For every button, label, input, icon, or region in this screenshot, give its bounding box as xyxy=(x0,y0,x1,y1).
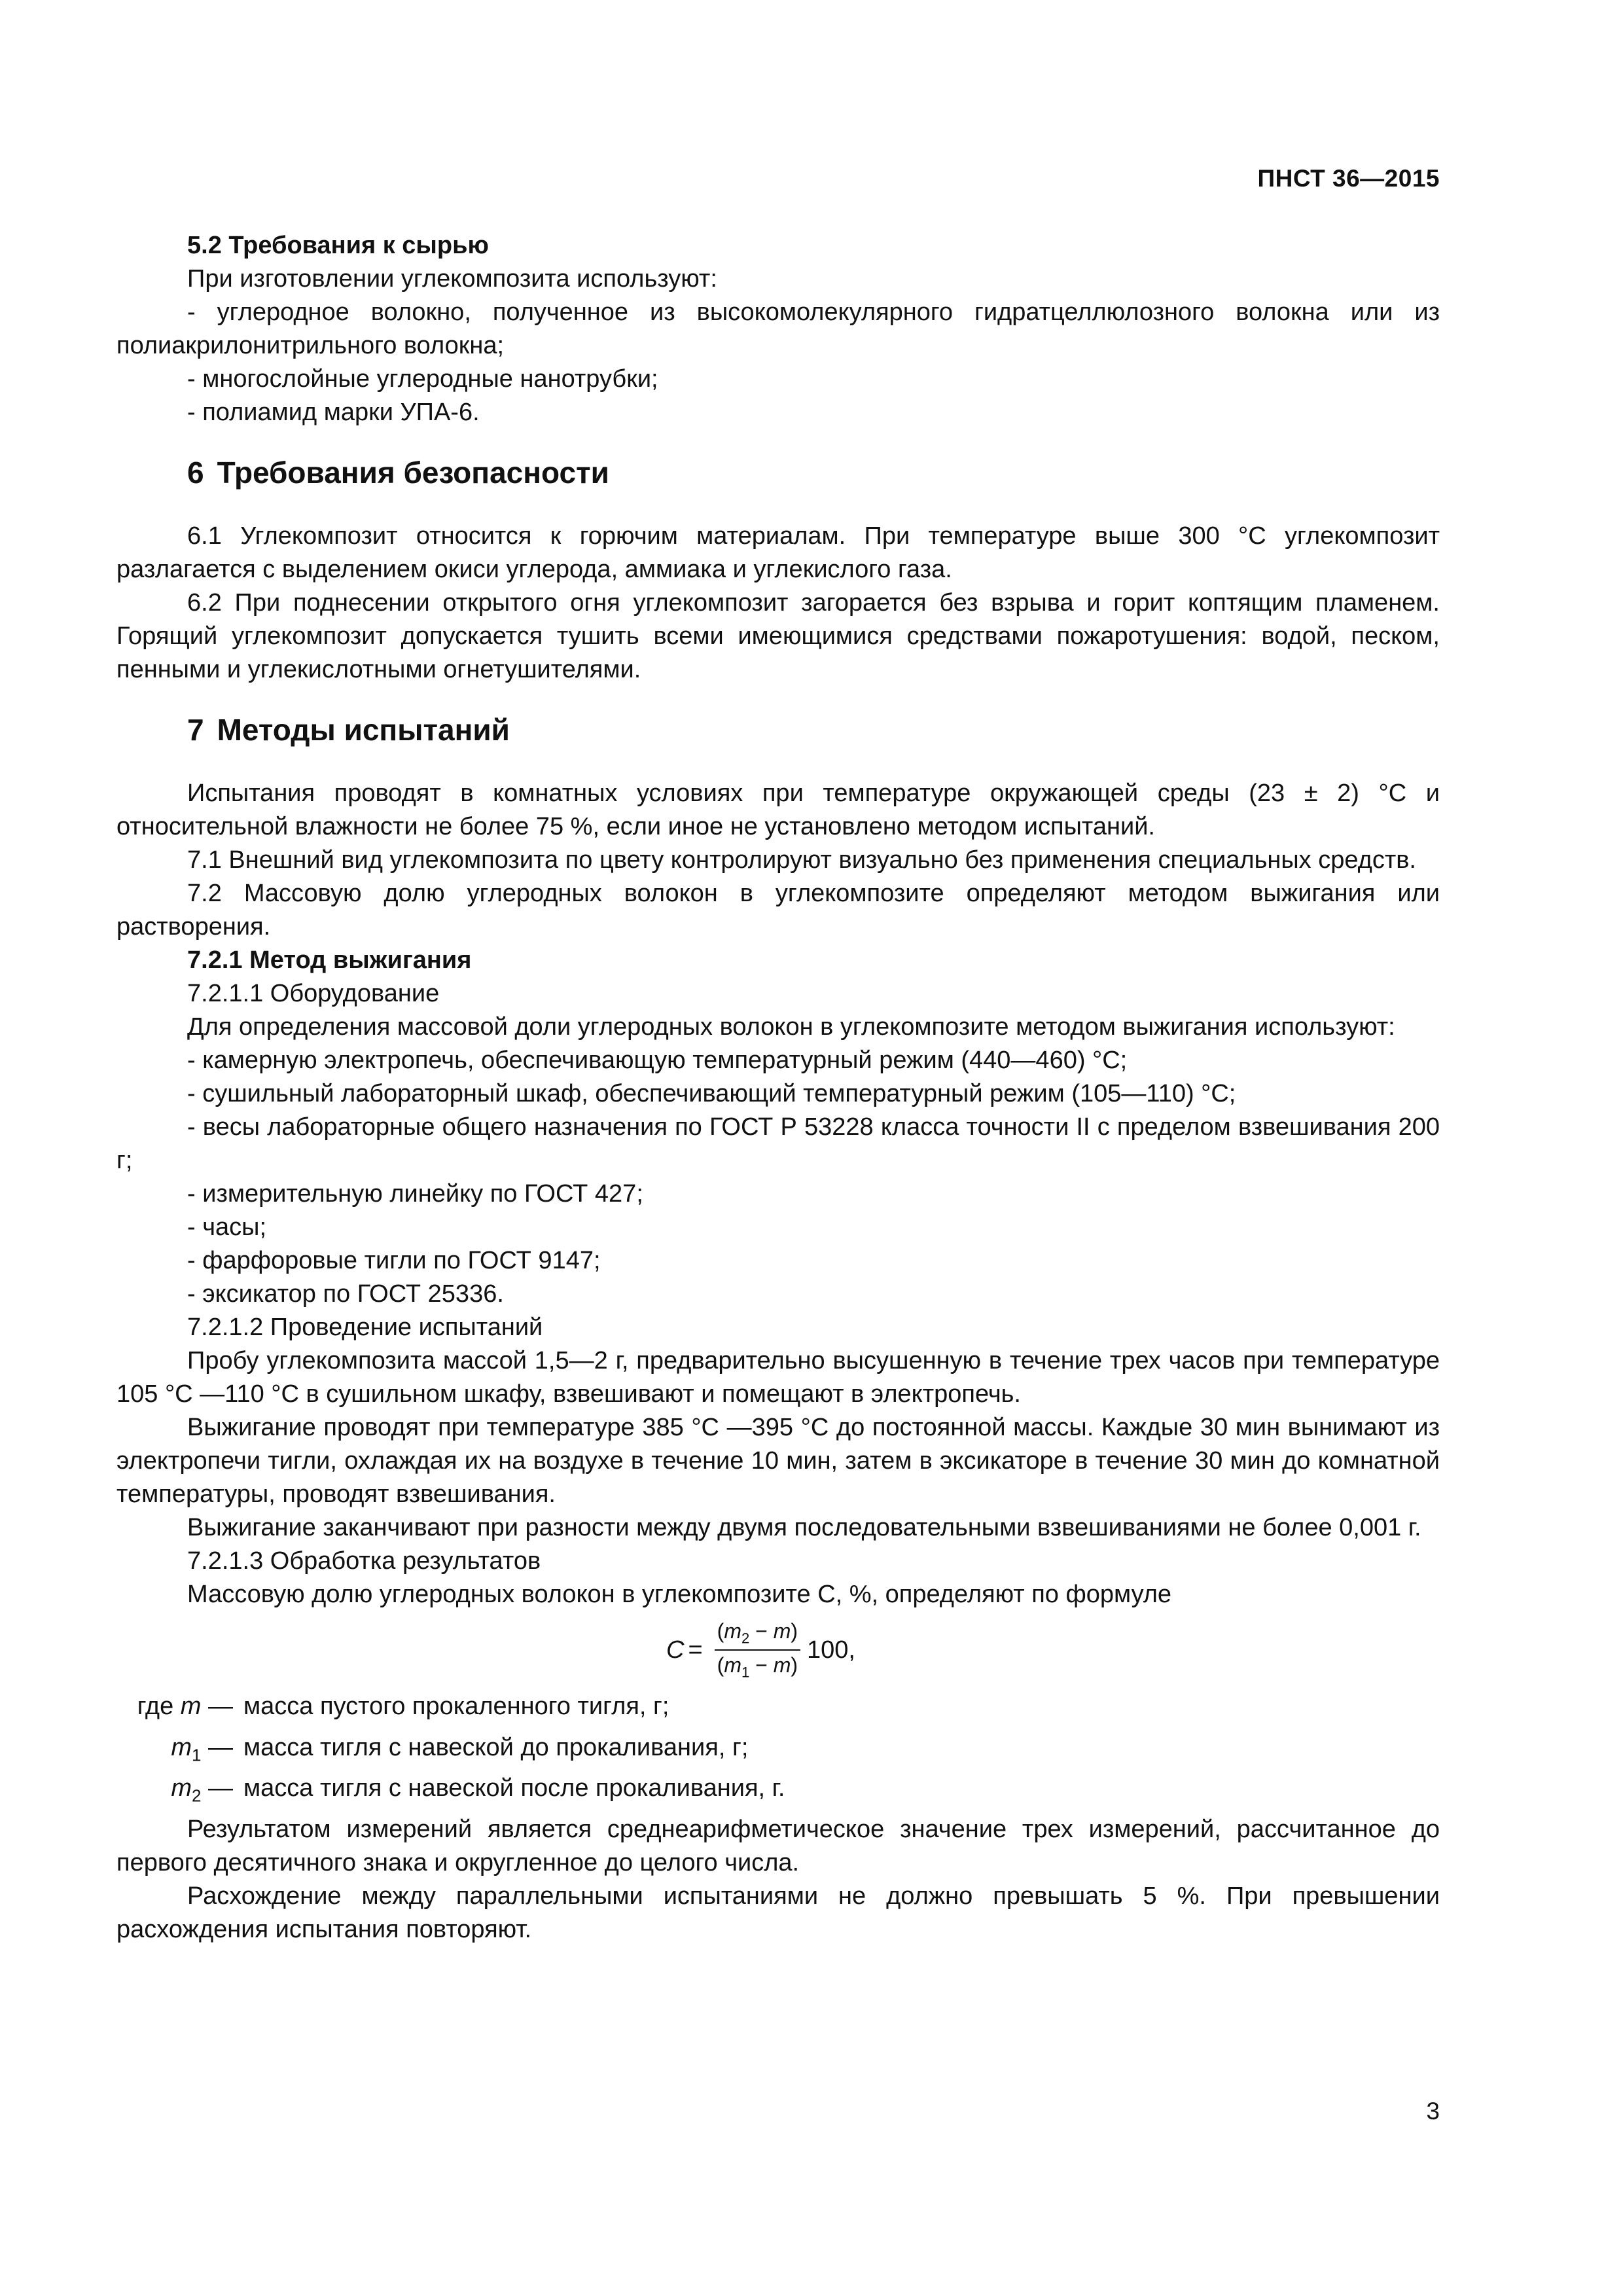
formula-legend-row xyxy=(116,1731,1440,1772)
paragraph: Выжигание заканчивают при разности между двумя последовательными взвешиваниями не более 0,001 г. xyxy=(187,1514,1421,1541)
list-item: - полиамид марки УПА-6. xyxy=(187,399,480,426)
section-title-text: Методы испытаний xyxy=(217,713,510,747)
paragraph: 6.2 При поднесении открытого огня углекомпозит загорается без взрыва и горит коптящим пламенем. Горящий углекомпозит допускается тушить всеми имеющимися средствами пожаротушения: водой, песком, пенными и углекислотными огнетушителями. xyxy=(116,589,1440,683)
paragraph: Испытания проводят в комнатных условиях при температуре окружающей среды (23 ± 2) °С и относительной влажности не более 75 %, если иное не установлено методом испытаний. xyxy=(116,780,1440,840)
spacer xyxy=(116,429,1440,453)
section-number: 7 xyxy=(187,713,204,747)
list-item: - часы; xyxy=(187,1213,267,1241)
section-7-title xyxy=(116,710,1440,749)
paragraph: 7.1 Внешний вид углекомпозита по цвету контролируют визуально без применения специальных средств. xyxy=(187,846,1416,874)
section-number: 6 xyxy=(187,456,204,490)
subsection-7-2-1-title: 7.2.1 Метод выжигания xyxy=(187,946,472,974)
paragraph: При изготовлении углекомпозита используют: xyxy=(187,265,717,293)
section-title-text: Требования безопасности xyxy=(217,456,609,490)
subsection-7-2-1-2-title: 7.2.1.2 Проведение испытаний xyxy=(187,1314,543,1341)
paragraph: Для определения массовой доли углеродных волокон в углекомпозите методом выжигания используют: xyxy=(187,1013,1395,1041)
list-item: - камерную электропечь, обеспечивающую температурный режим (440—460) °С; xyxy=(187,1047,1128,1074)
formula-fraction xyxy=(715,1619,800,1681)
legend-description: масса тигля с навеской до прокаливания, г; xyxy=(243,1733,749,1761)
spacer xyxy=(116,749,1440,777)
section-6-title xyxy=(116,453,1440,492)
formula-factor: 100, xyxy=(807,1636,855,1664)
formula-denominator: $(m_1 - m)$ xyxy=(717,1653,798,1681)
list-item: - измерительную линейку по ГОСТ 427; xyxy=(187,1180,643,1208)
paragraph: Пробу углекомпозита массой 1,5—2 г, предварительно высушенную в течение трех часов при температуре 105 °С —110 °С в сушильном шкафу, взвешивают и помещают в электропечь. xyxy=(116,1347,1440,1408)
list-item: - многослойные углеродные нанотрубки; xyxy=(187,365,658,393)
list-item: - эксикатор по ГОСТ 25336. xyxy=(187,1280,504,1308)
spacer xyxy=(116,687,1440,710)
list-item: - углеродное волокно, полученное из высокомолекулярного гидратцеллюлозного волокна или из полиакрилонитрильного волокна; xyxy=(116,298,1440,359)
list-item: - фарфоровые тигли по ГОСТ 9147; xyxy=(187,1247,601,1274)
page-number: 3 xyxy=(1426,2098,1440,2125)
subsection-7-2-1-1-title: 7.2.1.1 Оборудование xyxy=(187,980,440,1007)
document-page xyxy=(116,0,1440,2296)
paragraph: Результатом измерений является среднеарифметическое значение трех измерений, рассчитанное до первого десятичного знака и округленное до целого числа. xyxy=(116,1815,1440,1876)
legend-symbol: $m_1$ — xyxy=(171,1733,233,1765)
list-item: - сушильный лабораторный шкаф, обеспечивающий температурный режим (105—110) °С; xyxy=(187,1080,1236,1107)
paragraph: Массовую долю углеродных волокон в углекомпозите С, %, определяют по формуле xyxy=(187,1581,1172,1608)
formula xyxy=(666,1619,855,1681)
running-header: ПНСТ 36—2015 xyxy=(1257,165,1440,192)
formula-block xyxy=(116,1614,1440,1686)
subsection-5-2-title: 5.2 Требования к сырью xyxy=(187,232,489,259)
formula-legend-row xyxy=(116,1772,1440,1813)
list-item: - весы лабораторные общего назначения по ГОСТ Р 53228 класса точности II с пределом взвешивания 200 г; xyxy=(116,1113,1440,1174)
top-margin xyxy=(116,0,1440,229)
paragraph: Выжигание проводят при температуре 385 °С —395 °С до постоянной массы. Каждые 30 мин вынимают из электропечи тигли, охлаждая их на воздухе в течение 10 мин, затем в эксикаторе в течение 30 мин до комнатной температуры, проводят взвешивания. xyxy=(116,1414,1440,1508)
formula-legend-row xyxy=(116,1690,1440,1731)
legend-symbol: где m — xyxy=(137,1693,233,1720)
legend-description: масса пустого прокаленного тигля, г; xyxy=(243,1693,669,1720)
legend-description: масса тигля с навеской после прокаливания, г. xyxy=(243,1774,785,1803)
subsection-7-2-1-3-title: 7.2.1.3 Обработка результатов xyxy=(187,1547,541,1575)
spacer xyxy=(116,492,1440,520)
formula-equals: = xyxy=(688,1636,703,1664)
formula-lhs: С xyxy=(666,1636,685,1664)
formula-numerator: $(m_2 - m)$ xyxy=(715,1619,800,1651)
paragraph: Расхождение между параллельными испытаниями не должно превышать 5 %. При превышении расхождения испытания повторяют. xyxy=(116,1882,1440,1943)
legend-symbol: $m_2$ — xyxy=(171,1774,233,1806)
paragraph: 7.2 Массовую долю углеродных волокон в углекомпозите определяют методом выжигания или растворения. xyxy=(116,880,1440,941)
paragraph: 6.1 Углекомпозит относится к горючим материалам. При температуре выше 300 °С углекомпозит разлагается с выделением окиси углерода, аммиака и углекислого газа. xyxy=(116,522,1440,583)
